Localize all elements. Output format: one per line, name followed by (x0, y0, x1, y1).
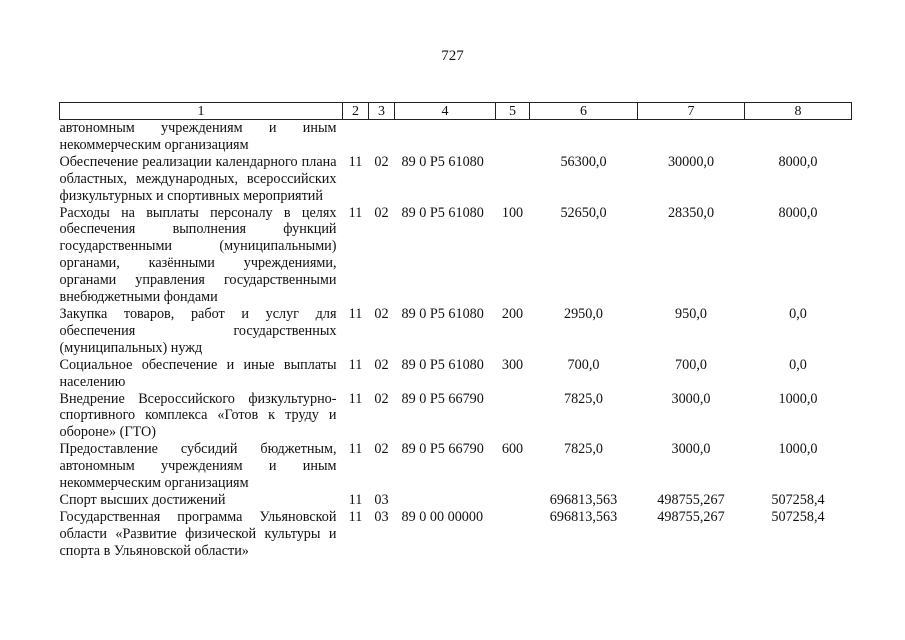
row-value-1: 7825,0 (563, 390, 603, 407)
row-subsection: 02 (374, 153, 389, 170)
header-col-6: 6 (530, 103, 638, 120)
row-subsection: 03 (374, 508, 389, 525)
table-row (60, 492, 852, 509)
row-name: автономным учреждениям и иным некоммерческим организациям (59, 120, 337, 153)
header-col-7: 7 (638, 103, 745, 120)
row-expense-type: 600 (501, 441, 524, 458)
row-expense-type: 300 (501, 356, 524, 373)
row-section: 11 (348, 508, 363, 525)
table-row (60, 509, 852, 560)
row-name: Государственная программа Ульяновской области «Развитие физической культуры и спорта в Ульяновской области» (59, 508, 337, 559)
row-target-code (395, 492, 496, 509)
row-subsection: 02 (374, 204, 389, 221)
row-target-code: 89 0 00 00000 (401, 508, 484, 525)
row-value-3: 8000,0 (778, 204, 818, 221)
row-value-3: 1000,0 (778, 441, 818, 458)
header-col-4: 4 (395, 103, 496, 120)
row-value-2 (638, 120, 745, 154)
row-value-1 (530, 120, 638, 154)
header-col-8: 8 (745, 103, 852, 120)
row-section: 11 (348, 305, 363, 322)
row-name: Социальное обеспечение и иные выплаты населению (59, 356, 337, 390)
header-col-3: 3 (369, 103, 395, 120)
row-value-1: 7825,0 (563, 441, 603, 458)
row-target-code: 89 0 Р5 61080 (401, 153, 484, 170)
row-section (343, 120, 369, 154)
row-expense-type: 200 (501, 305, 524, 322)
row-expense-type (496, 154, 530, 205)
table-row (60, 441, 852, 492)
row-section: 11 (348, 356, 363, 373)
row-value-1: 2950,0 (563, 305, 603, 322)
row-value-1: 696813,563 (549, 491, 618, 508)
row-value-1: 52650,0 (560, 204, 607, 221)
row-section: 11 (348, 441, 363, 458)
row-value-1: 700,0 (567, 356, 600, 373)
row-value-3: 0,0 (789, 356, 807, 373)
row-value-3: 0,0 (789, 305, 807, 322)
row-subsection: 02 (374, 356, 389, 373)
row-value-2: 28350,0 (667, 204, 715, 221)
table-row (60, 357, 852, 391)
row-value-2: 950,0 (675, 305, 707, 322)
row-name: Предоставление субсидий бюджетным, автономным учреждениям и иным некоммерческим организациям (59, 441, 337, 492)
row-section: 11 (348, 491, 363, 508)
page-number: 727 (441, 48, 464, 64)
row-value-3: 507258,4 (771, 491, 825, 508)
row-expense-type: 100 (501, 204, 524, 221)
row-section: 11 (348, 390, 363, 407)
row-value-3: 8000,0 (778, 153, 818, 170)
row-target-code: 89 0 Р5 66790 (401, 441, 484, 458)
table-row (60, 120, 852, 154)
row-name: Закупка товаров, работ и услуг для обеспечения государственных (муниципальных) нужд (59, 305, 337, 356)
row-name: Расходы на выплаты персоналу в целях обеспечения выполнения функций государственными (муниципальными) органами, казёнными учреждениями, органами управления государственными внебюджетными фондами (59, 204, 337, 306)
header-col-1: 1 (60, 103, 343, 120)
row-value-3: 507258,4 (771, 508, 825, 525)
header-col-2: 2 (343, 103, 369, 120)
row-value-2: 3000,0 (671, 390, 711, 407)
row-subsection: 02 (374, 305, 389, 322)
row-subsection: 02 (374, 441, 389, 458)
row-value-1: 56300,0 (560, 153, 607, 170)
row-value-3 (745, 120, 852, 154)
row-subsection: 02 (374, 390, 389, 407)
budget-table (59, 102, 852, 560)
row-target-code: 89 0 Р5 66790 (401, 390, 484, 407)
row-subsection (369, 120, 395, 154)
table-row (60, 205, 852, 306)
row-target-code: 89 0 Р5 61080 (401, 204, 484, 221)
row-expense-type (496, 509, 530, 560)
row-expense-type (496, 391, 530, 442)
row-name: Обеспечение реализации календарного плана областных, международных, всероссийских физкультурных и спортивных мероприятий (59, 153, 337, 204)
row-name: Спорт высших достижений (59, 491, 226, 508)
table-header-row (60, 103, 852, 120)
header-col-5: 5 (496, 103, 530, 120)
row-section: 11 (348, 204, 363, 221)
table-row (60, 391, 852, 442)
row-expense-type (496, 492, 530, 509)
row-target-code: 89 0 Р5 61080 (401, 356, 484, 373)
row-value-2: 700,0 (675, 356, 707, 373)
row-expense-type (496, 120, 530, 154)
row-value-2: 498755,267 (657, 508, 725, 525)
row-value-2: 30000,0 (667, 153, 715, 170)
table-row (60, 306, 852, 357)
table-row (60, 154, 852, 205)
row-subsection: 03 (374, 491, 389, 508)
row-target-code: 89 0 Р5 61080 (401, 305, 484, 322)
row-target-code (395, 120, 496, 154)
row-value-1: 696813,563 (549, 508, 618, 525)
row-name: Внедрение Всероссийского физкультурно-спортивного комплекса «Готов к труду и обороне» (ГТО) (59, 390, 337, 441)
row-section: 11 (348, 153, 363, 170)
row-value-2: 498755,267 (657, 491, 725, 508)
row-value-2: 3000,0 (671, 441, 711, 458)
row-value-3: 1000,0 (778, 390, 818, 407)
